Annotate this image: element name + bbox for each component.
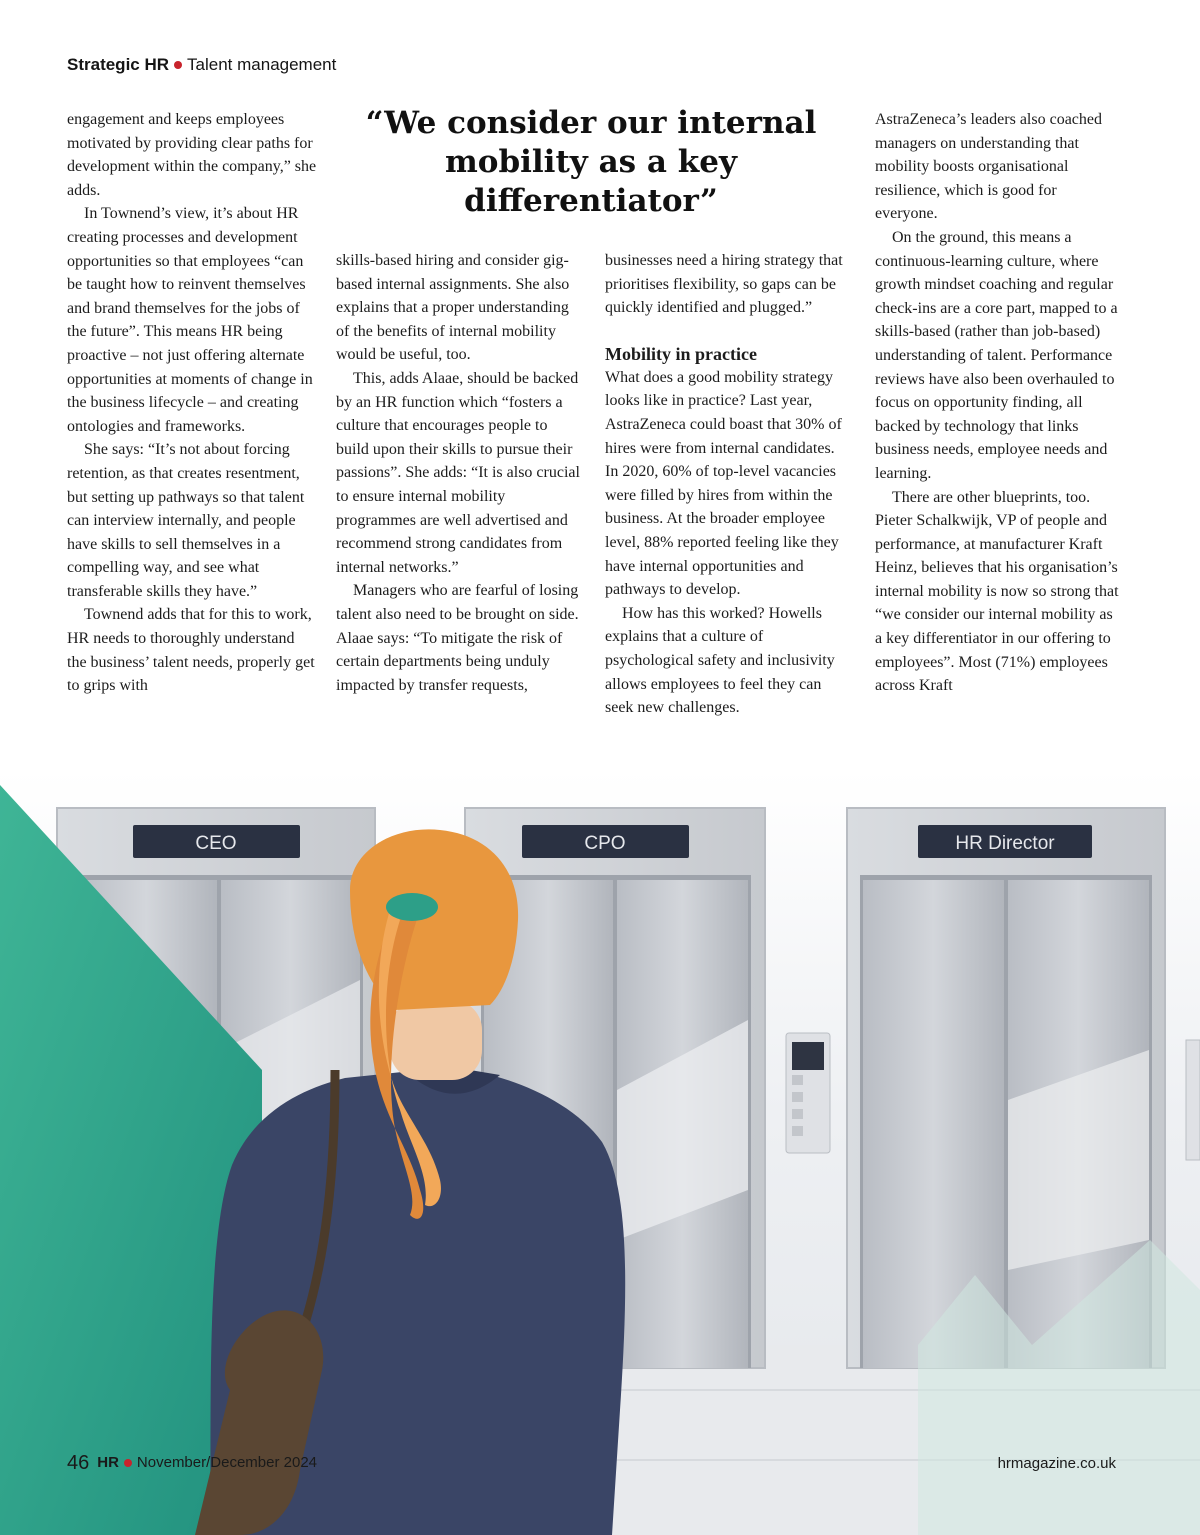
article-column-3 [605,249,850,720]
sign-label: HR Director [955,833,1055,854]
paragraph: Townend adds that for this to work, HR needs to thoroughly understand the business’ talent needs, properly get to grips with [67,606,315,695]
pull-quote: “We consider our internal mobility as a key differentiator” [365,105,817,219]
paragraph: Managers who are fearful of losing talent also need to be brought on side. Alaae says: “To mitigate the risk of certain departments being unduly impacted by transfer requests, [336,582,579,694]
paragraph: businesses need a hiring strategy that prioritises flexibility, so gaps can be quickly identified and plugged.” [605,252,843,317]
paragraph: She says: “It’s not about forcing retention, as that creates resentment, but setting up pathways so that talent can interview internally, and people have skills to sell themselves in a compelling way, and see what transferable skills they have.” [67,441,305,600]
sign-hr-director [918,825,1092,858]
article-column-4 [875,108,1120,698]
paragraph: How has this worked? Howells explains that a culture of psychological safety and inclusivity allows employees to feel they can seek new challenges. [605,604,835,717]
magazine-name: HR [97,1454,119,1471]
paragraph: This, adds Alaae, should be backed by an HR function which “fosters a culture that encourages people to build upon their skills to pursue their passions”. She adds: “It is also crucial to ensure internal mobility programmes are well advertised and recommend strong candidates from internal networks.” [336,369,580,576]
article-column-2 [336,249,581,697]
subheading: Mobility in practice [605,343,757,364]
paragraph: skills-based hiring and consider gig-based internal assignments. She also explains that a proper understanding of the benefits of internal mobility would be useful, too. [336,252,570,364]
paragraph: AstraZeneca’s leaders also coached managers on understanding that mobility boosts organisational resilience, which is good for everyone. [875,111,1102,223]
section-header [67,55,336,75]
article-column-1 [67,108,317,698]
issue-date: November/December 2024 [136,1454,318,1471]
paragraph: On the ground, this means a continuous-learning culture, where growth mindset coaching and regular check-ins are a core part, mapped to a skills-based (rather than job-based) understanding of talent. Performance reviews have also been overhauled to focus on opportunity finding, all backed by technology that links business needs, employee needs and learning. [875,228,1118,482]
paragraph: What does a good mobility strategy looks like in practice? Last year, AstraZeneca could boast that 30% of hires were from internal candidates. In 2020, 60% of top-level vacancies were filled by hires from within the business. At the broader employee level, 88% reported feeling like they have internal opportunities and pathways to develop. [605,368,842,599]
footer-dot [124,1459,132,1467]
sign-cpo [522,825,689,858]
website-url: hrmagazine.co.uk [997,1455,1116,1472]
page-footer [67,1452,317,1475]
sign-label: CPO [584,833,626,854]
paragraph: engagement and keeps employees motivated by providing clear paths for development within the company,” she adds. [67,111,317,199]
section-name: Strategic HR [67,55,170,74]
paragraph: In Townend’s view, it’s about HR creating processes and development opportunities so that employees “can be taught how to reinvent themselves and brand themselves for the jobs of the future”. This means HR being proactive – not just offering alternate opportunities at moments of change in the business lifecycle – and creating ontologies and frameworks. [67,205,313,435]
sign-ceo [133,825,300,858]
header-dot [174,61,182,69]
subsection-name: Talent management [187,55,337,74]
paragraph: There are other blueprints, too. Pieter Schalkwijk, VP of people and performance, at manufacturer Kraft Heinz, believes that his organisation’s internal mobility is now so strong that “we consider our internal mobility as a key differentiator in our offering to employees”. Most (71%) employees across Kraft [875,488,1119,695]
page-number: 46 [67,1452,90,1474]
sign-label: CEO [195,833,237,854]
elevator-illustration [0,770,1200,1535]
